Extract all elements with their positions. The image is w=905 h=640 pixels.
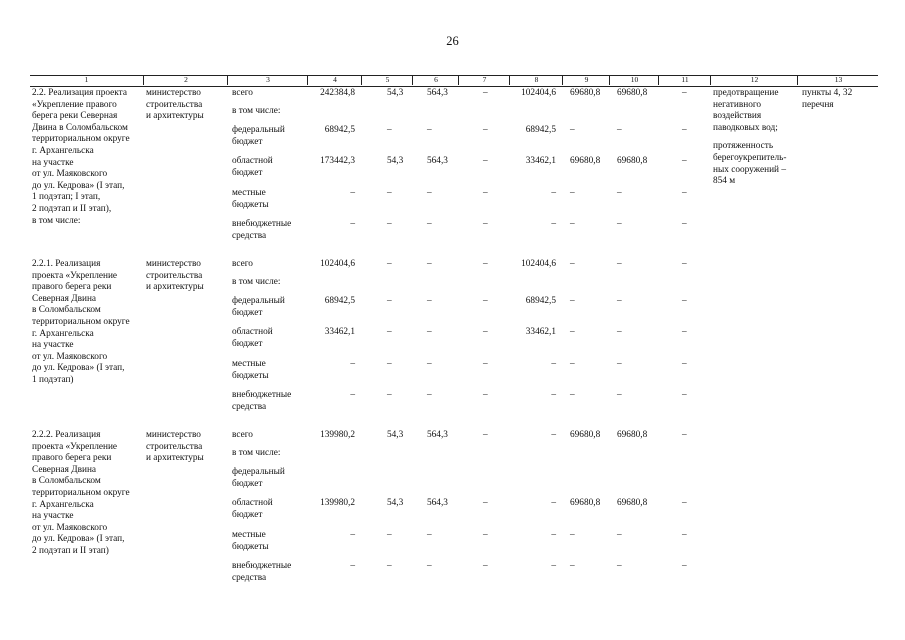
value-cell: – bbox=[570, 530, 575, 540]
value-cell: – bbox=[483, 430, 488, 440]
funding-source: федеральный bbox=[232, 467, 285, 477]
value-cell: 564,3 bbox=[427, 156, 448, 166]
value-cell: 68942,5 bbox=[525, 125, 556, 135]
column-number-3: 3 bbox=[227, 75, 308, 85]
value-cell: – bbox=[682, 296, 687, 306]
value-cell: – bbox=[483, 530, 488, 540]
column-number-4: 4 bbox=[307, 75, 362, 85]
value-cell: – bbox=[427, 390, 432, 400]
value-cell: 102404,6 bbox=[521, 259, 556, 269]
value-cell: 242384,8 bbox=[320, 88, 355, 98]
value-cell: – bbox=[387, 259, 392, 269]
value-cell: – bbox=[350, 390, 355, 400]
value-cell: 102404,6 bbox=[320, 259, 355, 269]
funding-source: бюджеты bbox=[232, 199, 269, 210]
funding-source: федеральный bbox=[232, 125, 285, 135]
funding-source: областной bbox=[232, 156, 273, 166]
value-cell: – bbox=[551, 390, 556, 400]
project-name-line: проекта «Укрепление bbox=[32, 441, 118, 452]
value-cell: – bbox=[387, 530, 392, 540]
funding-source: средства bbox=[232, 401, 267, 412]
value-cell: – bbox=[570, 125, 575, 135]
value-cell: – bbox=[617, 390, 622, 400]
value-cell: – bbox=[427, 125, 432, 135]
executor-line: строительства bbox=[146, 99, 203, 110]
project-name-line: 2 подэтап и II этап) bbox=[32, 546, 109, 556]
column-number-1: 1 bbox=[84, 75, 89, 84]
project-name-line: «Укрепление правого bbox=[32, 99, 117, 110]
project-name-line: в Соломбальском bbox=[32, 305, 101, 316]
value-cell: – bbox=[427, 327, 432, 337]
project-name-line: Северная Двина bbox=[32, 293, 97, 304]
expected-result-line: паводковых вод; bbox=[713, 122, 778, 133]
value-cell: – bbox=[551, 430, 556, 440]
expected-result-line: негативного bbox=[713, 99, 762, 110]
note-line: пункты 4, 32 bbox=[802, 88, 853, 98]
value-cell: – bbox=[617, 327, 622, 337]
value-cell: 69680,8 bbox=[570, 498, 601, 508]
value-cell: – bbox=[570, 188, 575, 198]
value-cell: – bbox=[427, 561, 432, 571]
project-name-line: территориальном округе bbox=[32, 317, 130, 327]
funding-source: средства bbox=[232, 230, 267, 241]
value-cell: – bbox=[617, 296, 622, 306]
project-name-line: от ул. Маяковского bbox=[32, 351, 108, 362]
value-cell: 102404,6 bbox=[521, 88, 556, 98]
value-cell: – bbox=[350, 530, 355, 540]
value-cell: – bbox=[682, 498, 687, 508]
project-name-line: до ул. Кедрова» (I этап, bbox=[32, 363, 125, 374]
column-number-6: 6 bbox=[412, 75, 459, 85]
value-cell: 69680,8 bbox=[617, 156, 648, 166]
value-cell: – bbox=[682, 390, 687, 400]
funding-source: областной bbox=[232, 498, 273, 508]
project-name-line: от ул. Маяковского bbox=[32, 169, 108, 180]
project-name-line: г. Архангельска bbox=[32, 146, 94, 156]
funding-source: федеральный bbox=[232, 296, 285, 306]
column-number-7: 7 bbox=[458, 75, 510, 85]
value-cell: 564,3 bbox=[427, 430, 448, 440]
column-number-5: 5 bbox=[361, 75, 413, 85]
project-name-line: на участке bbox=[32, 511, 74, 522]
value-cell: – bbox=[387, 327, 392, 337]
value-cell: 54,3 bbox=[387, 88, 404, 98]
value-cell: 68942,5 bbox=[324, 125, 355, 135]
value-cell: 69680,8 bbox=[617, 430, 648, 440]
value-cell: 68942,5 bbox=[324, 296, 355, 306]
value-cell: – bbox=[483, 390, 488, 400]
expected-result-line: ных сооружений – bbox=[713, 164, 786, 175]
value-cell: – bbox=[387, 188, 392, 198]
project-name-line: правого берега реки bbox=[32, 282, 112, 293]
expected-result-line: берегоукрепитель- bbox=[713, 153, 787, 163]
project-name-line: 2.2.1. Реализация bbox=[32, 259, 101, 269]
project-name-line: проекта «Укрепление bbox=[32, 270, 118, 281]
funding-source: бюджет bbox=[232, 509, 263, 520]
value-cell: – bbox=[387, 390, 392, 400]
value-cell: – bbox=[427, 188, 432, 198]
expected-result-line: воздействия bbox=[713, 111, 762, 122]
value-cell: – bbox=[682, 561, 687, 571]
value-cell: – bbox=[551, 498, 556, 508]
value-cell: – bbox=[483, 498, 488, 508]
project-name-line: 2.2.2. Реализация bbox=[32, 430, 101, 440]
value-cell: – bbox=[617, 259, 622, 269]
value-cell: – bbox=[682, 259, 687, 269]
column-number-12: 12 bbox=[710, 75, 798, 85]
value-cell: – bbox=[570, 259, 575, 269]
funding-source: внебюджетные bbox=[232, 561, 292, 571]
funding-source: всего bbox=[232, 430, 253, 440]
project-name-line: 1 подэтап; I этап, bbox=[32, 192, 101, 203]
project-name-line: берега реки Северная bbox=[32, 111, 118, 122]
executor-line: и архитектуры bbox=[146, 282, 204, 293]
funding-source: в том числе: bbox=[232, 106, 281, 116]
funding-source: местные bbox=[232, 188, 266, 198]
value-cell: – bbox=[682, 88, 687, 98]
value-cell: – bbox=[387, 219, 392, 229]
value-cell: 69680,8 bbox=[617, 498, 648, 508]
value-cell: 139980,2 bbox=[320, 498, 355, 508]
funding-source: бюджеты bbox=[232, 370, 269, 381]
value-cell: – bbox=[617, 219, 622, 229]
funding-source: в том числе: bbox=[232, 448, 281, 458]
funding-source: в том числе: bbox=[232, 277, 281, 287]
value-cell: – bbox=[427, 219, 432, 229]
value-cell: – bbox=[682, 188, 687, 198]
project-name-line: до ул. Кедрова» (I этап, bbox=[32, 534, 125, 545]
project-name-line: 2.2. Реализация проекта bbox=[32, 88, 127, 98]
column-number-2: 2 bbox=[143, 75, 228, 85]
value-cell: – bbox=[427, 296, 432, 306]
value-cell: – bbox=[350, 561, 355, 571]
expected-result-line: 854 м bbox=[713, 176, 736, 187]
value-cell: – bbox=[617, 530, 622, 540]
value-cell: – bbox=[570, 219, 575, 229]
project-name-line: территориальном округе bbox=[32, 134, 130, 145]
executor-line: строительства bbox=[146, 270, 203, 281]
expected-result-line: предотвращение bbox=[713, 88, 779, 98]
project-name-line: в Соломбальском bbox=[32, 476, 101, 487]
executor-line: строительства bbox=[146, 441, 203, 452]
funding-source: областной bbox=[232, 327, 273, 337]
funding-source: бюджет bbox=[232, 338, 263, 349]
value-cell: – bbox=[483, 259, 488, 269]
value-cell: 68942,5 bbox=[525, 296, 556, 306]
value-cell: – bbox=[387, 359, 392, 369]
funding-source: внебюджетные bbox=[232, 390, 292, 400]
value-cell: – bbox=[483, 219, 488, 229]
value-cell: – bbox=[387, 296, 392, 306]
project-name-line: в том числе: bbox=[32, 215, 81, 226]
project-name-line: на участке bbox=[32, 157, 74, 168]
project-name-line: до ул. Кедрова» (I этап, bbox=[32, 180, 125, 191]
value-cell: 33462,1 bbox=[525, 156, 556, 166]
column-number-9: 9 bbox=[562, 75, 610, 85]
value-cell: 69680,8 bbox=[617, 88, 648, 98]
expected-result-line: протяженность bbox=[713, 141, 774, 152]
value-cell: – bbox=[570, 359, 575, 369]
value-cell: – bbox=[483, 561, 488, 571]
executor-line: министерство bbox=[146, 430, 201, 440]
executor-line: министерство bbox=[146, 259, 201, 269]
funding-source: бюджет bbox=[232, 307, 263, 318]
project-name-line: Двина в Соломбальском bbox=[32, 122, 128, 133]
value-cell: 173442,3 bbox=[320, 156, 355, 166]
column-number-13: 13 bbox=[797, 75, 879, 85]
value-cell: 69680,8 bbox=[570, 88, 601, 98]
value-cell: – bbox=[551, 561, 556, 571]
value-cell: – bbox=[387, 125, 392, 135]
executor-line: министерство bbox=[146, 88, 201, 98]
funding-source: бюджеты bbox=[232, 541, 269, 552]
funding-source: средства bbox=[232, 572, 267, 583]
value-cell: – bbox=[682, 327, 687, 337]
column-number-8: 8 bbox=[509, 75, 563, 85]
funding-source: внебюджетные bbox=[232, 219, 292, 229]
executor-line: и архитектуры bbox=[146, 453, 204, 464]
value-cell: 69680,8 bbox=[570, 156, 601, 166]
value-cell: – bbox=[551, 530, 556, 540]
value-cell: – bbox=[483, 296, 488, 306]
note-line: перечня bbox=[802, 99, 834, 110]
project-name-line: 2 подэтап и II этап), bbox=[32, 204, 112, 214]
executor-line: и архитектуры bbox=[146, 111, 204, 122]
value-cell: – bbox=[350, 188, 355, 198]
value-cell: – bbox=[483, 327, 488, 337]
funding-source: всего bbox=[232, 259, 253, 269]
value-cell: – bbox=[483, 125, 488, 135]
value-cell: 54,3 bbox=[387, 430, 404, 440]
column-number-10: 10 bbox=[609, 75, 659, 85]
project-name-line: г. Архангельска bbox=[32, 499, 94, 510]
value-cell: 69680,8 bbox=[570, 430, 601, 440]
value-cell: – bbox=[427, 530, 432, 540]
value-cell: – bbox=[682, 125, 687, 135]
project-name-line: Северная Двина bbox=[32, 464, 97, 475]
value-cell: – bbox=[570, 296, 575, 306]
value-cell: – bbox=[483, 188, 488, 198]
value-cell: – bbox=[617, 125, 622, 135]
value-cell: 54,3 bbox=[387, 498, 404, 508]
value-cell: 564,3 bbox=[427, 88, 448, 98]
value-cell: – bbox=[682, 156, 687, 166]
value-cell: – bbox=[617, 188, 622, 198]
value-cell: – bbox=[350, 359, 355, 369]
funding-source: местные bbox=[232, 530, 266, 540]
value-cell: – bbox=[682, 430, 687, 440]
value-cell: – bbox=[551, 219, 556, 229]
value-cell: – bbox=[350, 219, 355, 229]
funding-source: бюджет bbox=[232, 478, 263, 489]
funding-source: местные bbox=[232, 359, 266, 369]
value-cell: – bbox=[483, 88, 488, 98]
value-cell: – bbox=[682, 359, 687, 369]
value-cell: – bbox=[617, 561, 622, 571]
value-cell: 33462,1 bbox=[525, 327, 556, 337]
value-cell: – bbox=[427, 359, 432, 369]
funding-source: бюджет bbox=[232, 167, 263, 178]
funding-source: бюджет bbox=[232, 136, 263, 147]
value-cell: – bbox=[682, 530, 687, 540]
project-name-line: 1 подэтап) bbox=[32, 375, 74, 385]
value-cell: – bbox=[682, 219, 687, 229]
value-cell: – bbox=[617, 359, 622, 369]
value-cell: 33462,1 bbox=[324, 327, 355, 337]
value-cell: – bbox=[570, 561, 575, 571]
value-cell: – bbox=[483, 156, 488, 166]
value-cell: – bbox=[387, 561, 392, 571]
project-name-line: на участке bbox=[32, 340, 74, 351]
value-cell: 139980,2 bbox=[320, 430, 355, 440]
value-cell: 54,3 bbox=[387, 156, 404, 166]
funding-source: всего bbox=[232, 88, 253, 98]
value-cell: – bbox=[427, 259, 432, 269]
project-name-line: г. Архангельска bbox=[32, 328, 94, 339]
value-cell: 564,3 bbox=[427, 498, 448, 508]
project-name-line: правого берега реки bbox=[32, 453, 112, 464]
column-number-11: 11 bbox=[658, 75, 711, 85]
value-cell: – bbox=[551, 359, 556, 369]
project-name-line: территориальном округе bbox=[32, 488, 130, 498]
value-cell: – bbox=[570, 327, 575, 337]
project-name-line: от ул. Маяковского bbox=[32, 522, 108, 533]
page-number: 26 bbox=[446, 34, 459, 48]
value-cell: – bbox=[570, 390, 575, 400]
value-cell: – bbox=[551, 188, 556, 198]
value-cell: – bbox=[483, 359, 488, 369]
